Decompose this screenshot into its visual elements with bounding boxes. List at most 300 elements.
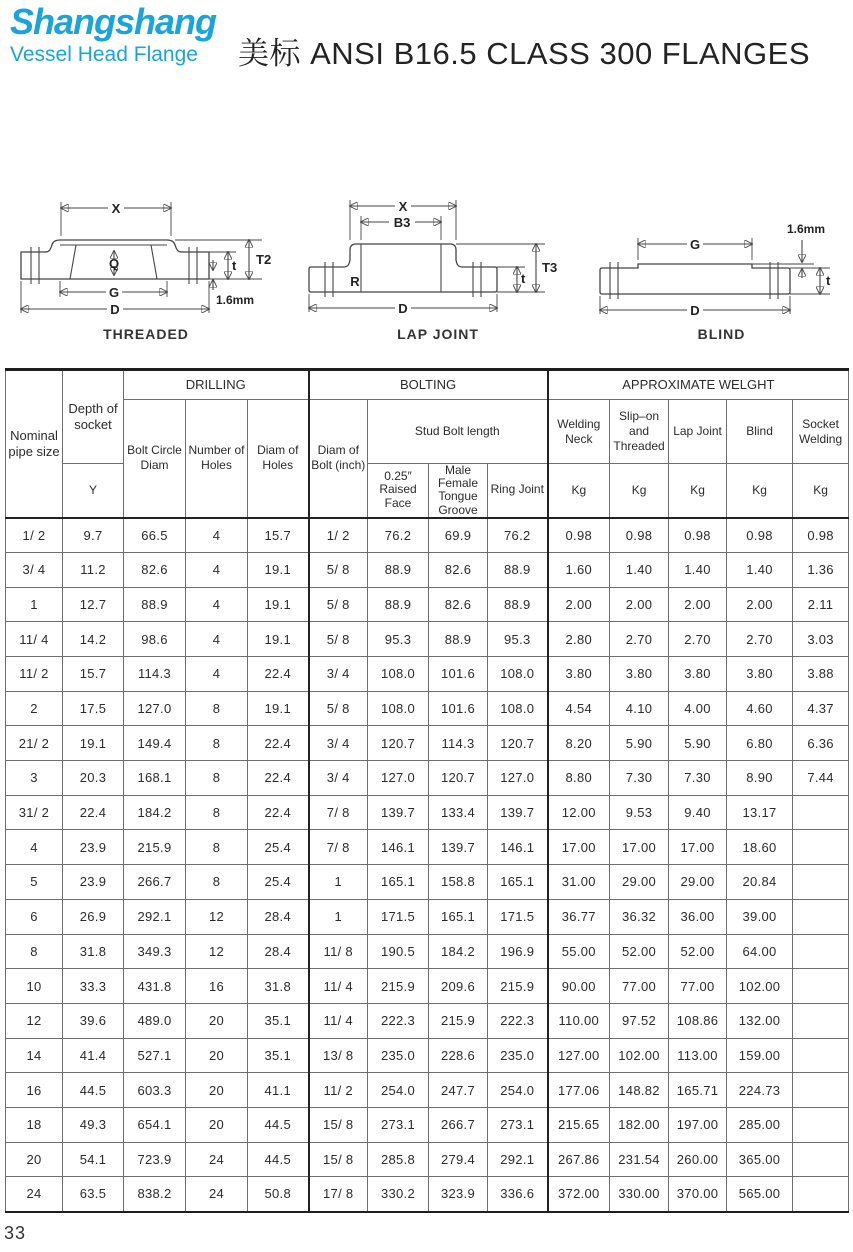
table-cell: 139.7: [368, 795, 429, 830]
dim-label-t: t: [232, 258, 237, 273]
table-cell: 114.3: [124, 657, 186, 692]
table-cell: 222.3: [368, 1003, 429, 1038]
table-cell: 39.6: [63, 1003, 124, 1038]
table-cell: 3/ 4: [309, 726, 368, 761]
table-cell: 1.40: [727, 552, 793, 587]
table-cell: 7/ 8: [309, 795, 368, 830]
table-cell: 6.80: [727, 726, 793, 761]
unit-header-kg: Kg: [548, 464, 610, 518]
table-cell: 12: [6, 1003, 63, 1038]
table-cell: 35.1: [248, 1003, 309, 1038]
table-cell: 19.1: [248, 622, 309, 657]
group-header-bolting: BOLTING: [309, 370, 548, 400]
dim-label-q: Q: [108, 256, 120, 271]
table-row: [6, 1142, 849, 1177]
table-cell: 95.3: [368, 622, 429, 657]
table-cell: 20: [186, 1073, 248, 1108]
table-cell: 273.1: [368, 1107, 429, 1142]
table-cell: 197.00: [669, 1107, 727, 1142]
table-cell: 5/ 8: [309, 552, 368, 587]
diagram-caption-lap-joint: LAP JOINT: [397, 326, 479, 342]
table-cell: 35.1: [248, 1038, 309, 1073]
table-cell: [793, 1073, 849, 1108]
table-cell: 171.5: [488, 899, 548, 934]
table-cell: 4.00: [669, 691, 727, 726]
table-cell: [793, 830, 849, 865]
table-cell: 4: [186, 657, 248, 692]
table-cell: 127.0: [488, 761, 548, 796]
table-cell: 158.8: [429, 865, 488, 900]
table-cell: 3: [6, 761, 63, 796]
table-cell: 36.00: [669, 899, 727, 934]
table-cell: 102.00: [610, 1038, 669, 1073]
table-cell: 267.86: [548, 1142, 610, 1177]
table-cell: 49.3: [63, 1107, 124, 1142]
table-cell: 235.0: [368, 1038, 429, 1073]
table-cell: 4.37: [793, 691, 849, 726]
page-number: 33: [4, 1223, 27, 1243]
table-cell: 88.9: [429, 622, 488, 657]
table-cell: 23.9: [63, 830, 124, 865]
table-cell: 8.90: [727, 761, 793, 796]
table-cell: 323.9: [429, 1177, 488, 1212]
table-cell: 260.00: [669, 1142, 727, 1177]
table-cell: 5: [6, 865, 63, 900]
table-cell: 108.86: [669, 1003, 727, 1038]
table-cell: 98.6: [124, 622, 186, 657]
table-cell: 36.77: [548, 899, 610, 934]
table-cell: 2: [6, 691, 63, 726]
table-cell: 565.00: [727, 1177, 793, 1212]
table-cell: 108.0: [488, 691, 548, 726]
table-cell: 33.3: [63, 969, 124, 1004]
table-cell: 16: [6, 1073, 63, 1108]
table-cell: 489.0: [124, 1003, 186, 1038]
col-header-slip-on-threaded: Slip–on and Threaded: [610, 400, 669, 464]
table-cell: 52.00: [669, 934, 727, 969]
table-cell: 82.6: [124, 552, 186, 587]
table-cell: 254.0: [368, 1073, 429, 1108]
dim-label-d: D: [690, 303, 700, 318]
table-header: [6, 370, 849, 518]
table-cell: 5/ 8: [309, 691, 368, 726]
table-cell: 723.9: [124, 1142, 186, 1177]
table-cell: 3.03: [793, 622, 849, 657]
diagram-lap-joint: [293, 192, 583, 342]
table-row: [6, 761, 849, 796]
table-cell: 603.3: [124, 1073, 186, 1108]
table-cell: [793, 1107, 849, 1142]
table-cell: 4: [6, 830, 63, 865]
table-cell: 88.9: [368, 587, 429, 622]
blind-outline: [600, 262, 790, 299]
group-header-approximate-weight: APPROXIMATE WELGHT: [548, 370, 849, 400]
table-cell: 1.36: [793, 552, 849, 587]
table-cell: 13/ 8: [309, 1038, 368, 1073]
table-cell: 14.2: [63, 622, 124, 657]
table-cell: 8: [186, 726, 248, 761]
table-cell: 215.9: [124, 830, 186, 865]
table-cell: 19.1: [248, 691, 309, 726]
col-header-socket-welding: Socket Welding: [793, 400, 849, 464]
table-cell: 97.52: [610, 1003, 669, 1038]
table-cell: 168.1: [124, 761, 186, 796]
table-cell: 247.7: [429, 1073, 488, 1108]
table-cell: 54.1: [63, 1142, 124, 1177]
dim-label-g: G: [108, 285, 120, 300]
table-cell: 12: [186, 934, 248, 969]
dim-label-g: G: [689, 237, 701, 252]
table-cell: 1/ 2: [309, 518, 368, 553]
page-header: [0, 0, 853, 88]
table-cell: 215.65: [548, 1107, 610, 1142]
table-cell: 25.4: [248, 830, 309, 865]
table-cell: 8: [186, 691, 248, 726]
table-cell: 22.4: [248, 761, 309, 796]
table-cell: [793, 795, 849, 830]
table-cell: 146.1: [368, 830, 429, 865]
table-cell: 2.00: [548, 587, 610, 622]
table-cell: 120.7: [488, 726, 548, 761]
table-row: [6, 552, 849, 587]
table-cell: 5/ 8: [309, 622, 368, 657]
table-cell: 110.00: [548, 1003, 610, 1038]
table-cell: 3/ 4: [309, 761, 368, 796]
table-cell: 372.00: [548, 1177, 610, 1212]
table-cell: 82.6: [429, 552, 488, 587]
table-cell: 6: [6, 899, 63, 934]
table-cell: 4: [186, 552, 248, 587]
table-cell: 3.80: [548, 657, 610, 692]
table-cell: 127.0: [368, 761, 429, 796]
dim-label-t: t: [826, 273, 831, 288]
table-cell: 127.0: [124, 691, 186, 726]
table-cell: 69.9: [429, 518, 488, 553]
table-cell: 88.9: [124, 587, 186, 622]
table-cell: 148.82: [610, 1073, 669, 1108]
table-cell: 1.40: [669, 552, 727, 587]
table-cell: 184.2: [429, 934, 488, 969]
table-cell: 11/ 8: [309, 934, 368, 969]
table-cell: 12.7: [63, 587, 124, 622]
table-cell: 266.7: [429, 1107, 488, 1142]
table-body: [6, 518, 849, 1212]
table-cell: 41.1: [248, 1073, 309, 1108]
diagram-caption-threaded: THREADED: [103, 326, 189, 342]
table-cell: 127.00: [548, 1038, 610, 1073]
table-cell: 7.30: [669, 761, 727, 796]
table-cell: 5/ 8: [309, 587, 368, 622]
table-cell: 171.5: [368, 899, 429, 934]
table-cell: 4.60: [727, 691, 793, 726]
table-cell: 29.00: [669, 865, 727, 900]
flange-diagrams: [0, 192, 853, 342]
table-cell: 7.30: [610, 761, 669, 796]
table-cell: 114.3: [429, 726, 488, 761]
table-cell: 285.8: [368, 1142, 429, 1177]
col-header-stud-bolt-length: Stud Bolt length: [368, 400, 548, 464]
table-cell: 336.6: [488, 1177, 548, 1212]
table-cell: 17.00: [610, 830, 669, 865]
table-cell: 8.80: [548, 761, 610, 796]
diagram-caption-blind: BLIND: [697, 326, 746, 342]
table-row: [6, 1038, 849, 1073]
table-row: [6, 795, 849, 830]
table-cell: 39.00: [727, 899, 793, 934]
table-cell: 2.70: [610, 622, 669, 657]
dim-label-b3: B3: [393, 215, 411, 230]
table-row: [6, 587, 849, 622]
table-cell: 82.6: [429, 587, 488, 622]
table-cell: 22.4: [63, 795, 124, 830]
dim-label-t2: T2: [256, 252, 272, 267]
table-cell: 431.8: [124, 969, 186, 1004]
table-cell: 11.2: [63, 552, 124, 587]
table-cell: 0.98: [610, 518, 669, 553]
table-cell: 2.11: [793, 587, 849, 622]
table-cell: 4: [186, 622, 248, 657]
table-cell: 22.4: [248, 795, 309, 830]
raised-face-label: 1.6mm: [786, 222, 826, 236]
table-cell: 101.6: [429, 657, 488, 692]
table-cell: 0.98: [669, 518, 727, 553]
group-header-drilling: DRILLING: [124, 370, 309, 400]
table-cell: 1: [309, 899, 368, 934]
table-cell: 76.2: [368, 518, 429, 553]
table-cell: 22.4: [248, 726, 309, 761]
table-row: [6, 657, 849, 692]
table-cell: 196.9: [488, 934, 548, 969]
table-cell: 17.5: [63, 691, 124, 726]
table-cell: 370.00: [669, 1177, 727, 1212]
col-header-blind: Blind: [727, 400, 793, 464]
logo-tagline: Vessel Head Flange: [10, 42, 198, 66]
table-cell: 14: [6, 1038, 63, 1073]
table-cell: 5.90: [610, 726, 669, 761]
threaded-drawing: [6, 192, 286, 322]
table-cell: 349.3: [124, 934, 186, 969]
table-cell: [793, 865, 849, 900]
table-cell: 76.2: [488, 518, 548, 553]
table-cell: 7.44: [793, 761, 849, 796]
table-cell: 15.7: [63, 657, 124, 692]
dim-label-x: X: [398, 199, 408, 214]
table-cell: 2.00: [727, 587, 793, 622]
raised-face-label: 1.6mm: [216, 293, 255, 307]
table-cell: 120.7: [429, 761, 488, 796]
table-cell: 3.88: [793, 657, 849, 692]
table-cell: 120.7: [368, 726, 429, 761]
table-cell: 88.9: [368, 552, 429, 587]
table-cell: 31.8: [248, 969, 309, 1004]
table-cell: 26.9: [63, 899, 124, 934]
logo-wordmark: Shangshang: [10, 1, 217, 42]
table-cell: 2.70: [669, 622, 727, 657]
table-cell: 190.5: [368, 934, 429, 969]
table-cell: 2.70: [727, 622, 793, 657]
table-cell: 11/ 4: [6, 622, 63, 657]
table-cell: 28.4: [248, 934, 309, 969]
table-cell: 132.00: [727, 1003, 793, 1038]
table-cell: 11/ 4: [309, 1003, 368, 1038]
table-cell: 165.1: [429, 899, 488, 934]
table-cell: 273.1: [488, 1107, 548, 1142]
table-cell: 17/ 8: [309, 1177, 368, 1212]
table-cell: 19.1: [248, 587, 309, 622]
table-cell: 8.20: [548, 726, 610, 761]
table-cell: 365.00: [727, 1142, 793, 1177]
table-row: [6, 1177, 849, 1212]
table-cell: 6.36: [793, 726, 849, 761]
table-row: [6, 1003, 849, 1038]
table-cell: 8: [186, 830, 248, 865]
table-cell: [793, 1003, 849, 1038]
table-cell: 31.8: [63, 934, 124, 969]
table-cell: 29.00: [610, 865, 669, 900]
table-cell: 2.00: [610, 587, 669, 622]
table-cell: 64.00: [727, 934, 793, 969]
table-cell: 292.1: [124, 899, 186, 934]
table-row: [6, 865, 849, 900]
table-cell: 24: [186, 1177, 248, 1212]
unit-header-kg: Kg: [727, 464, 793, 518]
table-cell: 228.6: [429, 1038, 488, 1073]
table-cell: 285.00: [727, 1107, 793, 1142]
table-cell: 20: [6, 1142, 63, 1177]
table-cell: 20.84: [727, 865, 793, 900]
table-cell: 4: [186, 518, 248, 553]
table-cell: 165.1: [488, 865, 548, 900]
table-cell: [793, 1177, 849, 1212]
table-cell: 28.4: [248, 899, 309, 934]
table-cell: 8: [186, 761, 248, 796]
table-cell: [793, 969, 849, 1004]
table-cell: 222.3: [488, 1003, 548, 1038]
lap-joint-outline: [309, 244, 497, 297]
table-cell: 77.00: [669, 969, 727, 1004]
table-cell: 41.4: [63, 1038, 124, 1073]
col-header-lap-joint: Lap Joint: [669, 400, 727, 464]
table-cell: 292.1: [488, 1142, 548, 1177]
table-cell: 50.8: [248, 1177, 309, 1212]
diagram-threaded: [6, 192, 286, 342]
table-cell: 24: [6, 1177, 63, 1212]
table-cell: 20.3: [63, 761, 124, 796]
table-cell: 11/ 4: [309, 969, 368, 1004]
col-header-y: Y: [63, 464, 124, 518]
table-cell: 2.80: [548, 622, 610, 657]
table-cell: 44.5: [63, 1073, 124, 1108]
table-cell: 24: [186, 1142, 248, 1177]
table-cell: 215.9: [368, 969, 429, 1004]
dim-label-t3: T3: [542, 260, 558, 275]
table-cell: 88.9: [488, 552, 548, 587]
table-cell: 12: [186, 899, 248, 934]
table-row: [6, 830, 849, 865]
table-row: [6, 726, 849, 761]
table-cell: 139.7: [429, 830, 488, 865]
table-cell: 330.00: [610, 1177, 669, 1212]
table-cell: 15.7: [248, 518, 309, 553]
table-cell: 527.1: [124, 1038, 186, 1073]
table-cell: 9.7: [63, 518, 124, 553]
table-row: [6, 1073, 849, 1108]
table-cell: 235.0: [488, 1038, 548, 1073]
table-cell: 215.9: [488, 969, 548, 1004]
table-cell: 4.54: [548, 691, 610, 726]
table-cell: 25.4: [248, 865, 309, 900]
table-cell: 224.73: [727, 1073, 793, 1108]
lap-joint-dimensions: [309, 199, 557, 316]
table-cell: 8: [6, 934, 63, 969]
table-cell: 182.00: [610, 1107, 669, 1142]
lap-joint-drawing: [293, 192, 583, 322]
table-cell: 209.6: [429, 969, 488, 1004]
table-cell: [793, 899, 849, 934]
unit-header-kg: Kg: [793, 464, 849, 518]
table-cell: 133.4: [429, 795, 488, 830]
dim-label-t: t: [521, 271, 526, 286]
col-header-number-of-holes: Number of Holes: [186, 400, 248, 518]
table-cell: 838.2: [124, 1177, 186, 1212]
table-cell: 31/ 2: [6, 795, 63, 830]
table-cell: 18: [6, 1107, 63, 1142]
flange-spec-table: [5, 368, 849, 1213]
blind-dimensions: [600, 222, 831, 318]
table-row: [6, 934, 849, 969]
col-header-nominal-pipe-size: Nominal pipe size: [6, 370, 63, 518]
table-cell: 159.00: [727, 1038, 793, 1073]
table-cell: 654.1: [124, 1107, 186, 1142]
table-cell: 1: [309, 865, 368, 900]
table-cell: 10: [6, 969, 63, 1004]
table-cell: 19.1: [63, 726, 124, 761]
table-cell: 108.0: [368, 691, 429, 726]
table-cell: 254.0: [488, 1073, 548, 1108]
table-cell: 8: [186, 865, 248, 900]
table-cell: 165.71: [669, 1073, 727, 1108]
table-cell: 90.00: [548, 969, 610, 1004]
table-cell: 23.9: [63, 865, 124, 900]
table-cell: 1.60: [548, 552, 610, 587]
table-cell: 149.4: [124, 726, 186, 761]
table-cell: 0.98: [727, 518, 793, 553]
table-cell: 3.80: [727, 657, 793, 692]
table-cell: 44.5: [248, 1142, 309, 1177]
dim-label-r: R: [350, 274, 360, 289]
table-cell: 8: [186, 795, 248, 830]
table-cell: 1.40: [610, 552, 669, 587]
table-cell: 146.1: [488, 830, 548, 865]
table-cell: 22.4: [248, 657, 309, 692]
table-cell: 77.00: [610, 969, 669, 1004]
table-cell: 66.5: [124, 518, 186, 553]
table-cell: 55.00: [548, 934, 610, 969]
table-cell: 2.00: [669, 587, 727, 622]
table-cell: 139.7: [488, 795, 548, 830]
table-cell: 101.6: [429, 691, 488, 726]
table-cell: 17.00: [548, 830, 610, 865]
unit-header-kg: Kg: [669, 464, 727, 518]
table-cell: 7/ 8: [309, 830, 368, 865]
table-cell: 20: [186, 1107, 248, 1142]
table-cell: 12.00: [548, 795, 610, 830]
table-cell: 4.10: [610, 691, 669, 726]
table-cell: 266.7: [124, 865, 186, 900]
table-cell: 165.1: [368, 865, 429, 900]
table-row: [6, 691, 849, 726]
col-header-ring-joint: Ring Joint: [488, 464, 548, 518]
